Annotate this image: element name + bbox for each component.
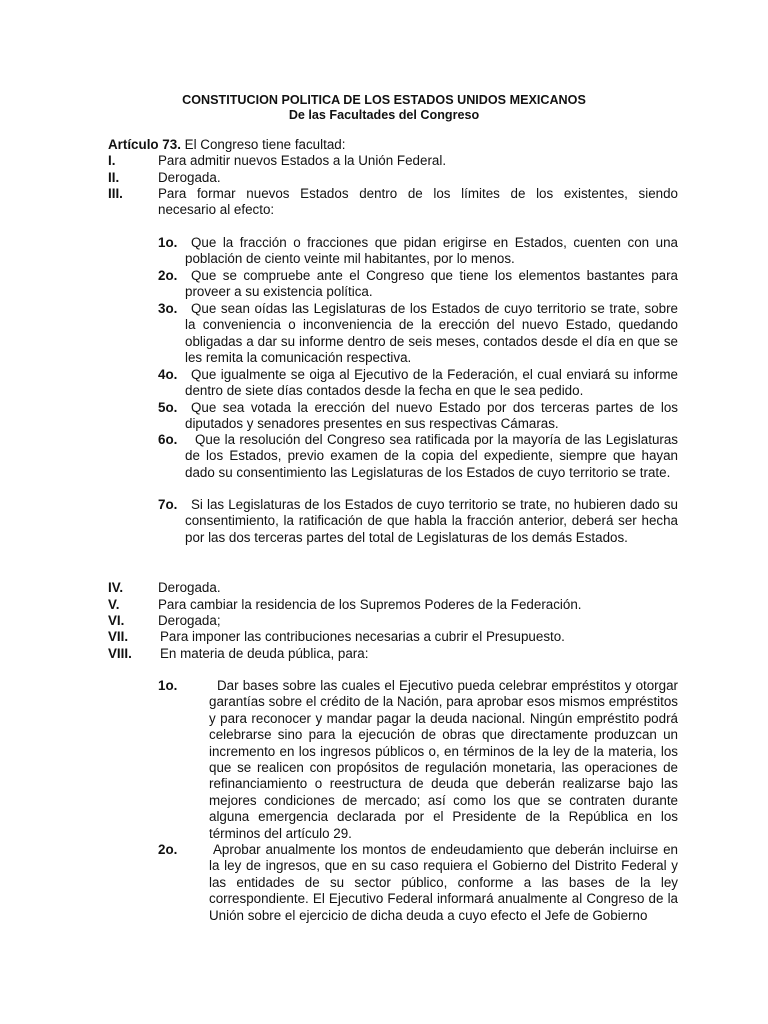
fraction-text-i: Para admitir nuevos Estados a la Unión Federal. xyxy=(158,153,447,168)
item-label: 4o. xyxy=(158,367,178,382)
article-heading xyxy=(108,137,345,153)
fraction-numeral-vi: VI. xyxy=(108,613,125,628)
fraction-text-viii: En materia de deuda pública, para: xyxy=(160,646,369,661)
item-label: 6o. xyxy=(158,432,178,447)
fraction-numeral-vii: VII. xyxy=(108,629,129,644)
fraction-text-iii-line2: necesario al efecto: xyxy=(158,202,275,217)
item-text: Aprobar anualmente los montos de endeudamiento que deberán incluirse en la ley de ingresos, que en su caso requiera el Gobierno del Distrito Federal y las entidades de su sector público, conforme a las bases de la ley correspondiente. El Ejecutivo Federal informará anualmente al Congreso de la Unión sobre el ejercicio de dicha deuda a cuyo efecto el Jefe de Gobierno xyxy=(209,842,678,923)
item-label: 3o. xyxy=(158,301,178,316)
item-text: Que la fracción o fracciones que pidan erigirse en Estados, cuenten con una población de ciento veinte mil habitantes, por lo menos. xyxy=(185,235,678,267)
item-label: 7o. xyxy=(158,497,178,512)
fraction-numeral-i: I. xyxy=(108,153,116,168)
article-label: Artículo 73. xyxy=(108,137,181,152)
item-text: Que la resolución del Congreso sea ratificada por la mayoría de las Legislaturas de los Estados, previo examen de la copia del expediente, siempre que hayan dado su consentimiento las Legislaturas de los Estados de cuyo territorio se trate. xyxy=(185,432,678,480)
document-title: CONSTITUCION POLITICA DE LOS ESTADOS UNIDOS MEXICANOS xyxy=(182,93,586,107)
fraction-numeral-iv: IV. xyxy=(108,580,124,595)
item-text: Que sean oídas las Legislaturas de los Estados de cuyo territorio se trate, sobre la conveniencia o inconveniencia de la erección del nuevo Estado, quedando obligadas a dar su informe dentro de seis meses, contados desde el día en que se les remita la comunicación respectiva. xyxy=(185,301,678,366)
item-text: Que igualmente se oiga al Ejecutivo de la Federación, el cual enviará su informe dentro de siete días contados desde la fecha en que le sea pedido. xyxy=(185,367,678,399)
item-label: 1o. xyxy=(158,678,178,693)
fraction-text-iv: Derogada. xyxy=(158,580,221,595)
article-intro: El Congreso tiene facultad: xyxy=(180,137,346,152)
item-label: 1o. xyxy=(158,235,178,250)
item-text: Si las Legislaturas de los Estados de cuyo territorio se trate, no hubieren dado su consentimiento, la ratificación de que habla la fracción anterior, deberá ser hecha por las dos terceras partes del total de Legislaturas de los demás Estados. xyxy=(185,497,678,545)
fraction-text-ii: Derogada. xyxy=(158,170,221,185)
item-text: Que sea votada la erección del nuevo Estado por dos terceras partes de los diputados y senadores presentes en sus respectivas Cámaras. xyxy=(185,400,678,432)
item-label: 2o. xyxy=(158,842,178,857)
fraction-text-vii: Para imponer las contribuciones necesarias a cubrir el Presupuesto. xyxy=(160,629,565,644)
fraction-numeral-v: V. xyxy=(108,597,120,612)
fraction-numeral-iii: III. xyxy=(108,186,123,201)
fraction-text-iii-line1: Para formar nuevos Estados dentro de los límites de los existentes, siendo xyxy=(158,186,678,201)
item-text: Dar bases sobre las cuales el Ejecutivo pueda celebrar empréstitos y otorgar garantías sobre el crédito de la Nación, para aprobar esos mismos empréstitos y para reconocer y mandar pagar la deuda nacional. Ningún empréstito podrá celebrarse sino para la ejecución de obras que directamente produzcan un incremento en los ingresos públicos o, en términos de la ley de la materia, los que se realicen con propósitos de regulación monetaria, las operaciones de refinanciamiento o reestructura de deuda que deberán realizarse bajo las mejores condiciones de mercado; así como los que se contraten durante alguna emergencia declarada por el Presidente de la República en los términos del artículo 29. xyxy=(209,678,678,841)
fraction-text-vi: Derogada; xyxy=(158,613,221,628)
fraction-numeral-viii: VIII. xyxy=(108,646,132,661)
item-text: Que se compruebe ante el Congreso que tiene los elementos bastantes para proveer a su existencia política. xyxy=(185,268,678,300)
item-label: 5o. xyxy=(158,400,178,415)
item-label: 2o. xyxy=(158,268,178,283)
fraction-text-v: Para cambiar la residencia de los Supremos Poderes de la Federación. xyxy=(158,597,582,612)
fraction-numeral-ii: II. xyxy=(108,170,120,185)
document-subtitle: De las Facultades del Congreso xyxy=(288,108,480,122)
